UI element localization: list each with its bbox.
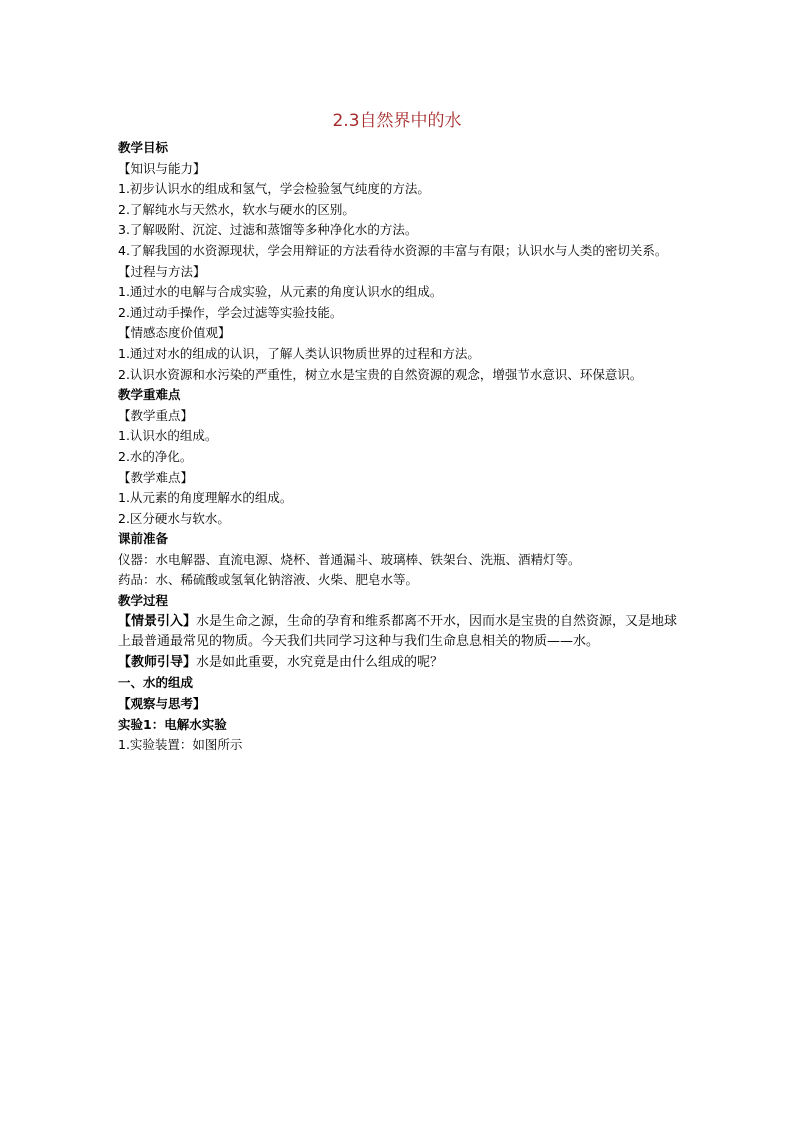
teacher-guide-paragraph bbox=[118, 653, 684, 674]
document-title: 2.3自然界中的水 bbox=[332, 111, 462, 131]
experiment-item: 1.实验装置：如图所示 bbox=[118, 737, 243, 753]
list-item: 1.从元素的角度理解水的组成。 bbox=[118, 490, 293, 506]
heading-water-composition: 一、水的组成 bbox=[118, 675, 194, 691]
subheading-process: 【过程与方法】 bbox=[118, 263, 206, 279]
subheading-knowledge: 【知识与能力】 bbox=[118, 160, 206, 176]
heading-procedure: 教学过程 bbox=[118, 593, 169, 609]
instruments-line: 仪器：水电解器、直流电源、烧杯、普通漏斗、玻璃棒、铁架台、洗瓶、酒精灯等。 bbox=[118, 551, 581, 567]
scene-intro-label: 【情景引入】 bbox=[118, 613, 197, 629]
list-item: 4.了解我国的水资源现状，学会用辩证的方法看待水资源的丰富与有限；认识水与人类的密切关系。 bbox=[118, 242, 668, 258]
scene-intro-text: 水是生命之源，生命的孕育和维系都离不开水，因而水是宝贵的自然资源，又是地球上最普通最常见的物质。今天我们共同学习这种与我们生命息息相关的物质——水。 bbox=[118, 613, 678, 650]
list-item: 1.认识水的组成。 bbox=[118, 428, 218, 444]
heading-preparation: 课前准备 bbox=[118, 531, 169, 547]
subheading-focus: 【教学重点】 bbox=[118, 407, 194, 423]
subheading-difficulty: 【教学难点】 bbox=[118, 469, 194, 485]
list-item: 3.了解吸附、沉淀、过滤和蒸馏等多种净化水的方法。 bbox=[118, 222, 418, 238]
reagents-line: 药品：水、稀硫酸或氢氧化钠溶液、火柴、肥皂水等。 bbox=[118, 572, 419, 588]
list-item: 1.通过对水的组成的认识，了解人类认识物质世界的过程和方法。 bbox=[118, 345, 480, 361]
list-item: 2.水的净化。 bbox=[118, 448, 193, 464]
scene-intro-paragraph bbox=[118, 612, 684, 653]
list-item: 1.初步认识水的组成和氢气，学会检验氢气纯度的方法。 bbox=[118, 181, 430, 197]
heading-teaching-goals: 教学目标 bbox=[118, 140, 169, 155]
list-item: 2.区分硬水与软水。 bbox=[118, 510, 230, 526]
list-item: 2.通过动手操作，学会过滤等实验技能。 bbox=[118, 304, 343, 320]
experiment-heading: 实验1：电解水实验 bbox=[118, 716, 227, 732]
heading-key-points: 教学重难点 bbox=[118, 387, 181, 403]
list-item: 2.认识水资源和水污染的严重性，树立水是宝贵的自然资源的观念，增强节水意识、环保意识。 bbox=[118, 366, 643, 382]
subheading-observe-think: 【观察与思考】 bbox=[118, 696, 206, 712]
document-body bbox=[118, 138, 684, 756]
teacher-guide-text: 水是如此重要，水究竟是由什么组成的呢？ bbox=[196, 654, 444, 670]
list-item: 1.通过水的电解与合成实验，从元素的角度认识水的组成。 bbox=[118, 284, 443, 300]
teacher-guide-label: 【教师引导】 bbox=[118, 654, 197, 670]
subheading-emotion: 【情感态度价值观】 bbox=[118, 325, 231, 341]
list-item: 2.了解纯水与天然水，软水与硬水的区别。 bbox=[118, 201, 355, 217]
